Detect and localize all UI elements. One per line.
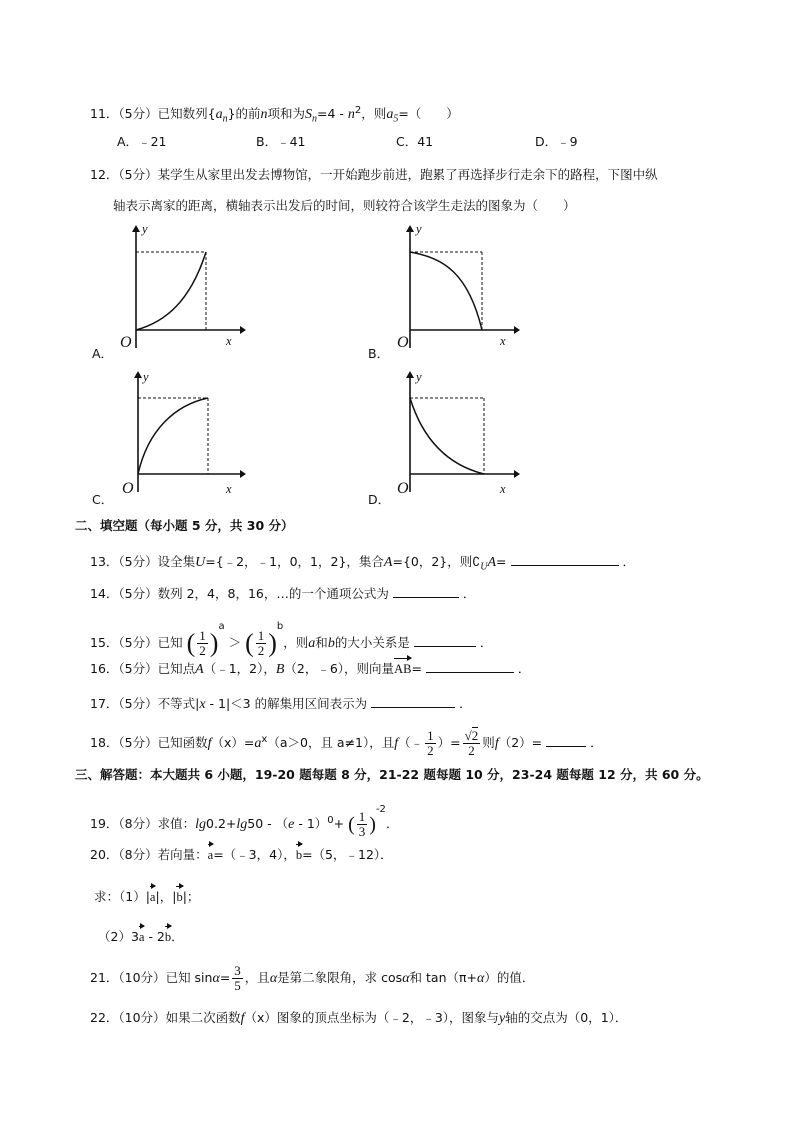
question-17 <box>90 693 472 714</box>
q20-text: （2）3 <box>98 929 139 944</box>
q12-text-line2: 轴表示离家的距离，横轴表示出发后的时间，则较符合该学生走法的图象为（ ） <box>113 198 576 213</box>
q20-part-1: 求：（1）|a|，|b|； <box>94 889 200 904</box>
q11-text: 已知数列{ <box>157 106 216 122</box>
q20-vector-a: a <box>207 848 214 862</box>
q15-number: 15． <box>90 635 119 650</box>
q13-end: ． <box>622 554 636 569</box>
q17-number: 17． <box>90 696 119 711</box>
q11-option-a[interactable] <box>117 133 166 151</box>
frac-num: 1 <box>257 628 265 643</box>
option-label: B． <box>256 134 278 149</box>
option-value: ﹣41 <box>277 134 306 149</box>
graph-c-option[interactable]: C． <box>92 492 114 507</box>
q20-part-2 <box>98 928 184 946</box>
q22-text: 轴的交点为（0，1）． <box>505 1010 628 1025</box>
frac-den: 2 <box>427 743 434 759</box>
graph-b-y-label: y <box>416 222 422 236</box>
section-3-heading: 三、解答题：本大题共 6 小题，19-20 题每题 8 分，21-22 题每题 10 分，23-24 题每题 12 分，共 60 分。 <box>75 767 709 782</box>
q21-score: （10分） <box>118 970 166 985</box>
question-21 <box>90 962 534 995</box>
q19-lg: lg <box>236 817 248 832</box>
q17-x: x <box>199 697 206 712</box>
q13-text: ={﹣2，﹣1，0，1，2}，集合 <box>205 554 384 569</box>
q14-score: （5分） <box>118 586 158 601</box>
q16-answer-blank[interactable] <box>426 658 514 673</box>
q19-exp: -2 <box>375 804 386 815</box>
q19-text: + <box>333 816 349 831</box>
q15-exp-b: b <box>276 621 284 632</box>
q12-score: （5分） <box>118 167 158 182</box>
q11-option-d[interactable] <box>535 133 578 151</box>
q15-text: 的大小关系是 <box>334 635 410 650</box>
graph-d-origin: O <box>397 480 409 497</box>
q20-vector-b: b <box>295 848 303 862</box>
question-14 <box>90 583 475 603</box>
q18-text: ）= <box>437 735 461 751</box>
q15-paren: ( <box>245 628 254 658</box>
frac-num: 1 <box>427 728 434 744</box>
q16-text: = <box>411 661 422 676</box>
q11-n2: n <box>347 107 355 123</box>
frac-den: 2 <box>468 743 475 759</box>
q21-text: ，且 <box>244 970 270 985</box>
q22-number: 22． <box>90 1010 119 1025</box>
q21-text: 和 tan（π+ <box>409 970 478 985</box>
graph-a-x-label: x <box>226 334 232 348</box>
frac-num: √2 <box>464 728 479 744</box>
question-13 <box>90 551 635 577</box>
q18-f: f <box>207 736 212 752</box>
q15-answer-blank[interactable] <box>414 632 476 647</box>
q19-e: e <box>288 817 295 832</box>
graph-a-y-label: y <box>142 222 148 236</box>
q21-alpha: α <box>269 971 278 986</box>
question-22 <box>90 1009 627 1028</box>
q20-text: ， <box>159 889 173 904</box>
q13-u: U <box>195 555 206 570</box>
question-19 <box>90 794 398 841</box>
q14-number: 14． <box>90 586 119 601</box>
q11-a5-sub: 5 <box>393 113 399 125</box>
q19-end: ． <box>385 816 399 831</box>
q12-text-line1: 某学生从家里出发去博物馆，一开始跑步前进，跑累了再选择步行走余下的路程，下图中纵 <box>157 167 658 182</box>
graph-b <box>388 222 528 352</box>
q20-abs-a: a <box>149 890 156 904</box>
q22-text: （x）图象的顶点坐标为（﹣2，﹣3），图象与 <box>244 1010 500 1025</box>
question-20 <box>90 846 393 864</box>
frac-num: 3 <box>234 963 241 978</box>
q15-fraction-2 <box>256 629 267 658</box>
q20-vector-a: a <box>138 930 145 944</box>
q11-n2-exp: 2 <box>354 105 362 116</box>
q17-text: - 1|＜3 的解集用区间表示为 <box>205 696 368 711</box>
question-11 <box>90 102 459 129</box>
q18-text: （x） <box>211 735 244 751</box>
q21-text: ）的值． <box>484 970 535 985</box>
q13-a2: A <box>487 555 497 570</box>
q11-text: ，则 <box>361 106 387 122</box>
section-2-heading: 二、填空题（每小题 5 分，共 30 分） <box>75 518 294 533</box>
q21-alpha: α <box>477 971 485 986</box>
q16-vector-ab: AB <box>394 662 412 676</box>
q20-text: - 2 <box>144 929 165 944</box>
q19-text: 0.2+ <box>206 816 237 831</box>
q14-text: 数列 2，4，8，16，…的一个通项公式为 <box>157 586 389 601</box>
graph-c-y-label: y <box>143 370 149 384</box>
q13-u-sub: U <box>480 561 488 573</box>
q22-y: y <box>499 1011 506 1026</box>
q17-answer-blank[interactable] <box>371 693 455 708</box>
q20-text: =（﹣3，4）， <box>213 847 296 862</box>
q19-score: （8分） <box>118 816 158 831</box>
q18-text: = <box>243 735 255 751</box>
graph-c-x-label: x <box>226 482 232 496</box>
q19-text: 50 - （ <box>247 816 289 831</box>
graph-b-x-label: x <box>500 334 506 348</box>
q20-text: ； <box>186 889 200 904</box>
graph-d <box>388 370 528 500</box>
question-16 <box>90 658 530 679</box>
q11-text: =4 - <box>317 106 348 122</box>
q16-point-a: A <box>195 662 204 677</box>
graph-c-origin: O <box>122 480 134 497</box>
q19-exp-zero: 0 <box>327 814 334 826</box>
q11-seq-symbol: a <box>215 107 223 123</box>
q19-number: 19． <box>90 816 119 831</box>
q21-text: 已知 sin <box>165 970 213 985</box>
q21-fraction <box>232 964 243 993</box>
q20-score: （8分） <box>118 847 158 862</box>
q14-end: ． <box>462 586 476 601</box>
q21-text: = <box>219 970 231 985</box>
option-value: ﹣9 <box>557 134 578 149</box>
graph-a-origin: O <box>120 334 132 351</box>
q11-score: （5分） <box>118 106 158 122</box>
q11-number: 11． <box>90 106 119 122</box>
frac-den: 3 <box>358 824 366 839</box>
q15-paren: ) <box>268 628 277 658</box>
q18-text: （﹣ <box>398 735 424 751</box>
q18-fraction-sqrt <box>463 729 481 758</box>
q18-f2: f <box>394 736 399 752</box>
q22-f: f <box>240 1011 245 1026</box>
q11-option-b[interactable] <box>256 133 305 151</box>
q22-score: （10分） <box>118 1010 166 1025</box>
q21-alpha: α <box>212 971 220 986</box>
frac-den: 5 <box>234 978 241 993</box>
q18-answer-blank[interactable] <box>546 732 586 747</box>
q19-paren: ( <box>348 813 355 836</box>
option-label: A． <box>117 134 139 149</box>
q15-text: ，则 <box>283 635 309 650</box>
graph-b-option[interactable]: B． <box>368 346 390 361</box>
q15-paren: ( <box>186 628 196 658</box>
q19-fraction-third <box>357 810 368 839</box>
q15-a: a <box>308 636 316 651</box>
q20-text: =（5，﹣12）． <box>302 847 393 862</box>
q18-score: （5分） <box>118 735 158 751</box>
graph-a <box>110 222 250 352</box>
q18-f3: f <box>494 736 499 752</box>
q13-text: ={0，2}，则∁ <box>392 554 481 569</box>
sqrt-radicand: 2 <box>471 728 479 744</box>
q13-text: = <box>496 554 507 569</box>
q20-text: 若向量： <box>157 847 208 862</box>
graph-b-origin: O <box>397 334 409 351</box>
q16-text: 已知点 <box>157 661 196 676</box>
q16-number: 16． <box>90 661 119 676</box>
option-label: C． <box>396 134 418 149</box>
q15-paren: ) <box>209 628 219 658</box>
q17-text: 不等式| <box>157 696 200 711</box>
q11-text: =（ ） <box>398 106 459 122</box>
frac-den: 2 <box>257 643 265 658</box>
q19-text: - 1） <box>294 816 328 831</box>
question-18 <box>90 724 603 760</box>
q15-exp-a: a <box>218 621 225 632</box>
graph-d-option[interactable]: D． <box>368 492 391 507</box>
q15-text: 已知 <box>157 635 183 650</box>
option-label: D． <box>535 134 558 149</box>
q11-text: 项和为 <box>267 106 306 122</box>
q16-text: （﹣1，2）， <box>203 661 276 676</box>
q17-score: （5分） <box>118 696 158 711</box>
q15-text: 和 <box>315 635 328 650</box>
q15-b: b <box>327 636 335 651</box>
q22-text: 如果二次函数 <box>165 1010 241 1025</box>
q19-paren: ) <box>369 813 376 836</box>
q15-gt: ＞ <box>228 635 242 650</box>
question-12 <box>90 166 658 184</box>
frac-num: 1 <box>358 809 366 824</box>
q21-number: 21． <box>90 970 119 985</box>
q16-point-b: B <box>275 662 285 677</box>
q11-n: n <box>260 107 268 123</box>
q18-number: 18． <box>90 735 119 751</box>
q13-a: A <box>383 555 393 570</box>
q21-text: 是第二象限角，求 cos <box>277 970 403 985</box>
q14-answer-blank[interactable] <box>393 583 459 598</box>
q13-answer-blank[interactable] <box>511 551 619 566</box>
q16-end: ． <box>517 661 531 676</box>
q18-fraction-half <box>425 729 436 758</box>
q19-lg: lg <box>195 817 207 832</box>
q20-number: 20． <box>90 847 119 862</box>
graph-a-option[interactable]: A． <box>92 346 114 361</box>
q17-end: ． <box>459 696 472 711</box>
q20-end: ． <box>171 929 184 944</box>
q20-vector-b: b <box>164 930 172 944</box>
q18-text: 则 <box>482 735 495 751</box>
q18-end: ． <box>590 735 603 751</box>
q18-a: a <box>254 736 262 752</box>
frac-den: 2 <box>199 643 206 658</box>
graph-d-y-label: y <box>416 370 422 384</box>
q11-text: }的前 <box>227 106 261 122</box>
q15-end: ． <box>479 635 493 650</box>
q15-score: （5分） <box>118 635 158 650</box>
q18-text: 已知函数 <box>157 735 208 751</box>
q15-fraction-1 <box>197 629 208 658</box>
q21-alpha: α <box>402 971 410 986</box>
q13-number: 13． <box>90 554 119 569</box>
q11-s-sub: n <box>312 113 318 125</box>
q11-seq-sub: n <box>222 113 228 125</box>
q20-abs-b: b <box>176 890 183 904</box>
question-15 <box>90 612 492 659</box>
q18-text: （2）= <box>498 735 543 751</box>
q11-a5: a <box>386 107 394 123</box>
q11-option-c[interactable] <box>396 133 433 151</box>
q16-score: （5分） <box>118 661 158 676</box>
q19-text: 求值： <box>157 816 196 831</box>
q12-number: 12． <box>90 167 119 182</box>
q13-text: 设全集 <box>157 554 196 569</box>
graph-d-x-label: x <box>500 482 506 496</box>
q11-s: S <box>305 107 313 123</box>
frac-num: 1 <box>199 628 206 643</box>
q20-text: 求：（1） <box>94 889 146 904</box>
q13-score: （5分） <box>118 554 158 569</box>
option-value: ﹣21 <box>138 134 167 149</box>
q18-exp-x: x <box>261 734 268 745</box>
q16-text: （2，﹣6），则向量 <box>284 661 395 676</box>
option-value: 41 <box>417 134 434 149</box>
q18-text: （a＞0，且 a≠1），且 <box>267 735 395 751</box>
